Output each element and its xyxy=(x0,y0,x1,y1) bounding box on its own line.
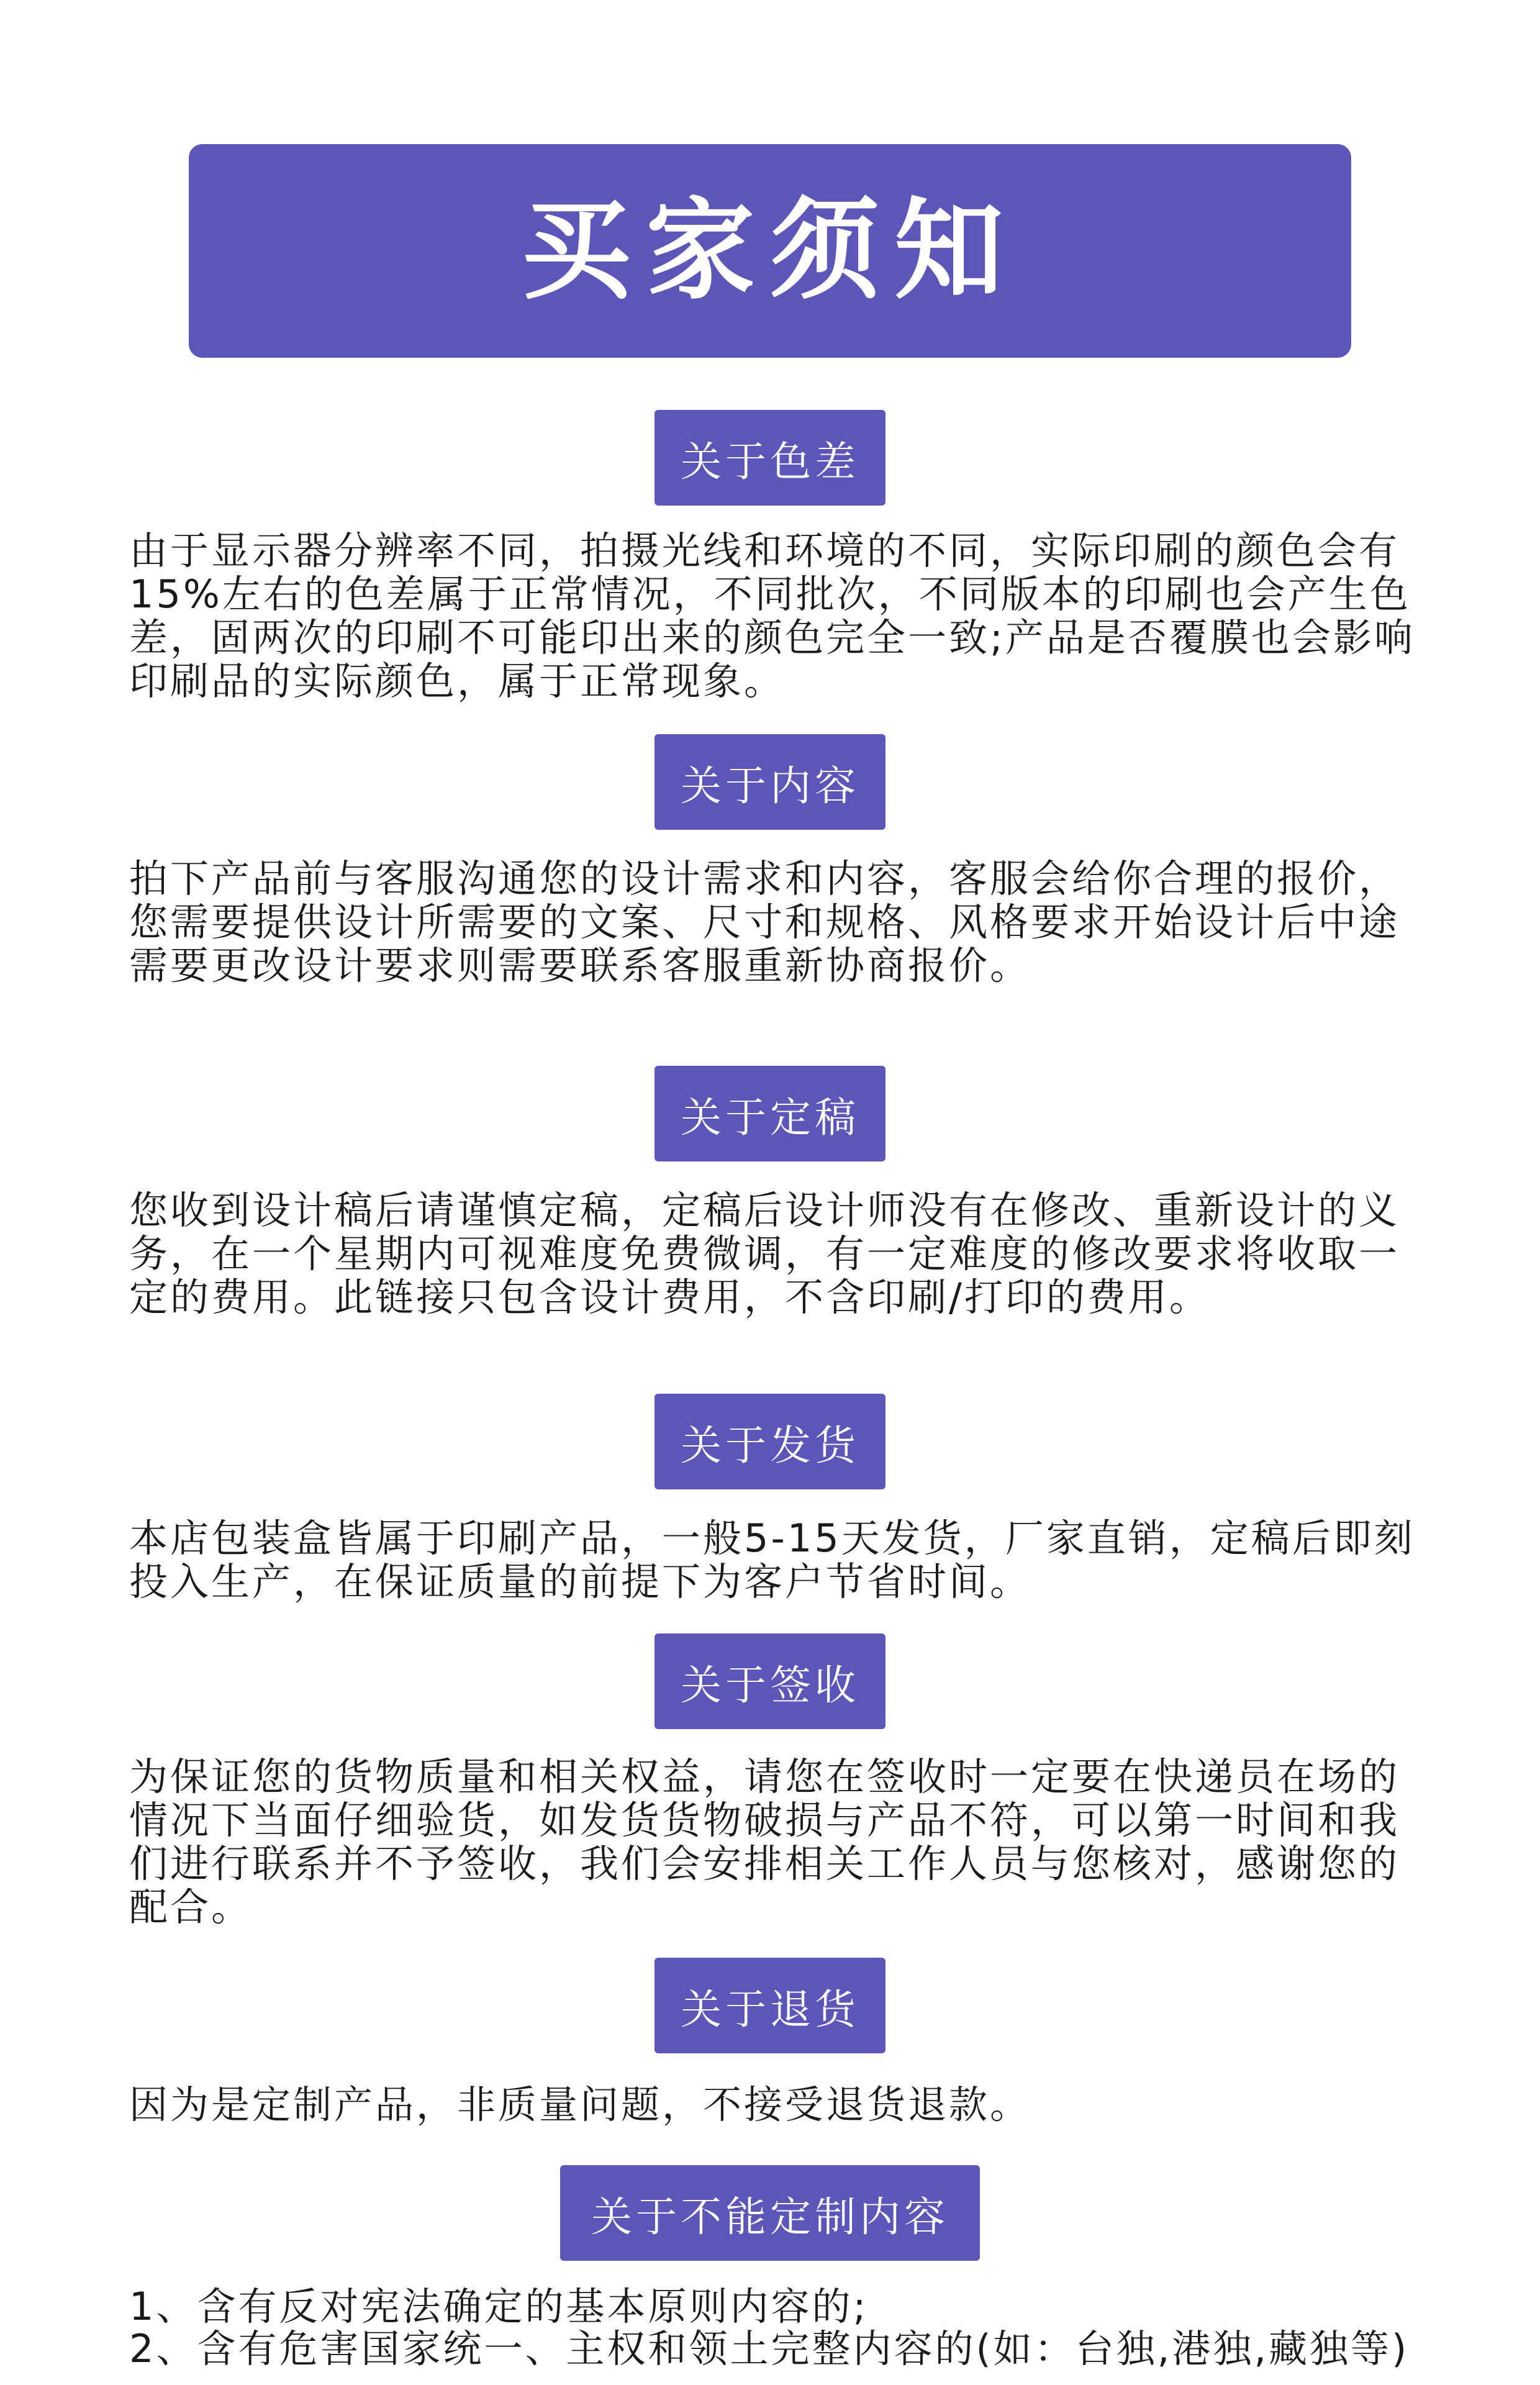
section-text-shipping: 本店包装盒皆属于印刷产品，一般5-15天发货，厂家直销，定稿后即刻投入生产，在保证质量的前提下为客户节省时间。 xyxy=(129,1515,1415,1604)
section-label-shipping: 关于发货 xyxy=(654,1394,886,1489)
section-label-finalization: 关于定稿 xyxy=(654,1066,886,1161)
section-label-color-difference: 关于色差 xyxy=(654,410,886,506)
section-list-prohibited-content xyxy=(129,2286,1421,2370)
list-item: 1、含有反对宪法确定的基本原则内容的; xyxy=(129,2284,869,2329)
section-text-receipt: 为保证您的货物质量和相关权益，请您在签收时一定要在快递员在场的情况下当面仔细验货，如发货货物破损与产品不符，可以第一时间和我们进行联系并不予签收，我们会安排相关工作人员与您核对，感谢您的配合。 xyxy=(129,1754,1400,1930)
page-title: 买家须知 xyxy=(521,187,1018,314)
section-label-receipt: 关于签收 xyxy=(654,1633,886,1729)
section-text-returns: 因为是定制产品，非质量问题，不接受退货退款。 xyxy=(129,2082,1031,2127)
section-text-content: 拍下产品前与客服沟通您的设计需求和内容，客服会给你合理的报价，您需要提供设计所需要的文案、尺寸和规格、风格要求开始设计后中途需要更改设计要求则需要联系客服重新协商报价。 xyxy=(129,856,1400,988)
list-item: 2、含有危害国家统一、主权和领土完整内容的(如：台独,港独,藏独等) xyxy=(129,2326,1410,2371)
section-label-prohibited-content: 关于不能定制内容 xyxy=(560,2165,980,2261)
section-text-finalization: 您收到设计稿后请谨慎定稿，定稿后设计师没有在修改、重新设计的义务，在一个星期内可视难度免费微调，有一定难度的修改要求将收取一定的费用。此链接只包含设计费用，不含印刷/打印的费用。 xyxy=(129,1188,1400,1320)
section-label-content: 关于内容 xyxy=(654,734,886,830)
title-banner xyxy=(189,144,1351,358)
section-label-returns: 关于退货 xyxy=(654,1958,886,2053)
section-text-color-difference: 由于显示器分辨率不同，拍摄光线和环境的不同，实际印刷的颜色会有15%左右的色差属于正常情况，不同批次，不同版本的印刷也会产生色差，固两次的印刷不可能印出来的颜色完全一致;产品是否覆膜也会影响印刷品的实际颜色，属于正常现象。 xyxy=(129,528,1415,704)
